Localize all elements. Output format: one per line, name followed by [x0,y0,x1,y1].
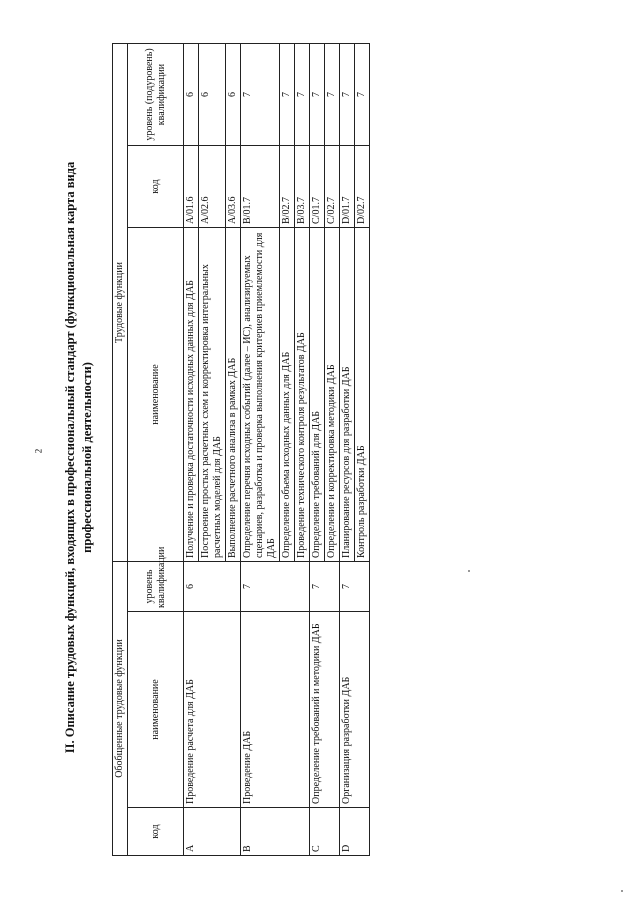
header-function-level: уровень (подуровень) квалификации [128,44,184,146]
function-name: Определение перечня исходных событий (далее – ИС), анализируемых сценариев, разработка и проверка выполнения критериев приемлемости для ДАБ [241,228,280,562]
function-level: 7 [355,44,370,146]
header-row-columns [128,44,184,856]
function-name: Контроль разработки ДАБ [355,228,370,562]
header-labor-functions: Трудовые функции [113,44,128,562]
group-name: Проведение ДАБ [241,612,310,808]
function-code: D/01.7 [340,146,355,228]
group-code: B [241,808,310,856]
function-level: 7 [325,44,340,146]
header-row-groups [113,44,128,856]
function-code: B/01.7 [241,146,280,228]
function-name: Планирование ресурсов для разработки ДАБ [340,228,355,562]
group-level: 7 [241,562,310,612]
header-level: уровень квалификации [128,562,184,612]
section-heading [62,35,96,880]
group-level: 7 [310,562,340,612]
heading-line-1: II. Описание трудовых функций, входящих в профессиональный стандарт (функциональная карта вида [63,161,77,754]
group-code: A [184,808,241,856]
rotated-page [56,35,601,880]
header-name: наименование [128,612,184,808]
functional-map-table [112,43,370,856]
function-code: C/02.7 [325,146,340,228]
function-level: 6 [226,44,241,146]
group-code: D [340,808,370,856]
function-level: 7 [280,44,295,146]
function-level: 7 [310,44,325,146]
table-row [340,44,355,856]
heading-line-2: профессиональной деятельности) [80,362,94,553]
header-function-code: код [128,146,184,228]
header-generalized-functions: Обобщенные трудовые функции [113,562,128,856]
function-code: A/03.6 [226,146,241,228]
function-level: 7 [295,44,310,146]
group-name: Определение требований и методики ДАБ [310,612,340,808]
function-name: Выполнение расчетного анализа в рамках ДАБ [226,228,241,562]
function-name: Получение и проверка достаточности исходных данных для ДАБ [184,228,199,562]
group-name: Проведение расчета для ДАБ [184,612,241,808]
function-level: 6 [184,44,199,146]
function-code: D/02.7 [355,146,370,228]
function-code: A/02.6 [199,146,226,228]
group-code: C [310,808,340,856]
table-row [310,44,325,856]
function-name: Определение и корректировка методики ДАБ [325,228,340,562]
scan-speck [621,890,623,892]
function-level: 7 [241,44,280,146]
function-name: Определение объема исходных данных для ДАБ [280,228,295,562]
group-level: 6 [184,562,241,612]
header-code: код [128,808,184,856]
function-code: A/01.6 [184,146,199,228]
function-name: Проведение технического контроля результатов ДАБ [295,228,310,562]
function-code: C/01.7 [310,146,325,228]
group-level: 7 [340,562,370,612]
header-function-name: наименование [128,228,184,562]
table-row [241,44,280,856]
scan-speck [468,570,470,572]
function-level: 7 [340,44,355,146]
function-code: B/03.7 [295,146,310,228]
function-code: B/02.7 [280,146,295,228]
function-name: Построение простых расчетных схем и корректировка интегральных расчетных моделей для ДАБ [199,228,226,562]
group-name: Организация разработки ДАБ [340,612,370,808]
page-number: 2 [33,448,44,454]
function-name: Определение требований для ДАБ [310,228,325,562]
function-level: 6 [199,44,226,146]
table-row [184,44,199,856]
